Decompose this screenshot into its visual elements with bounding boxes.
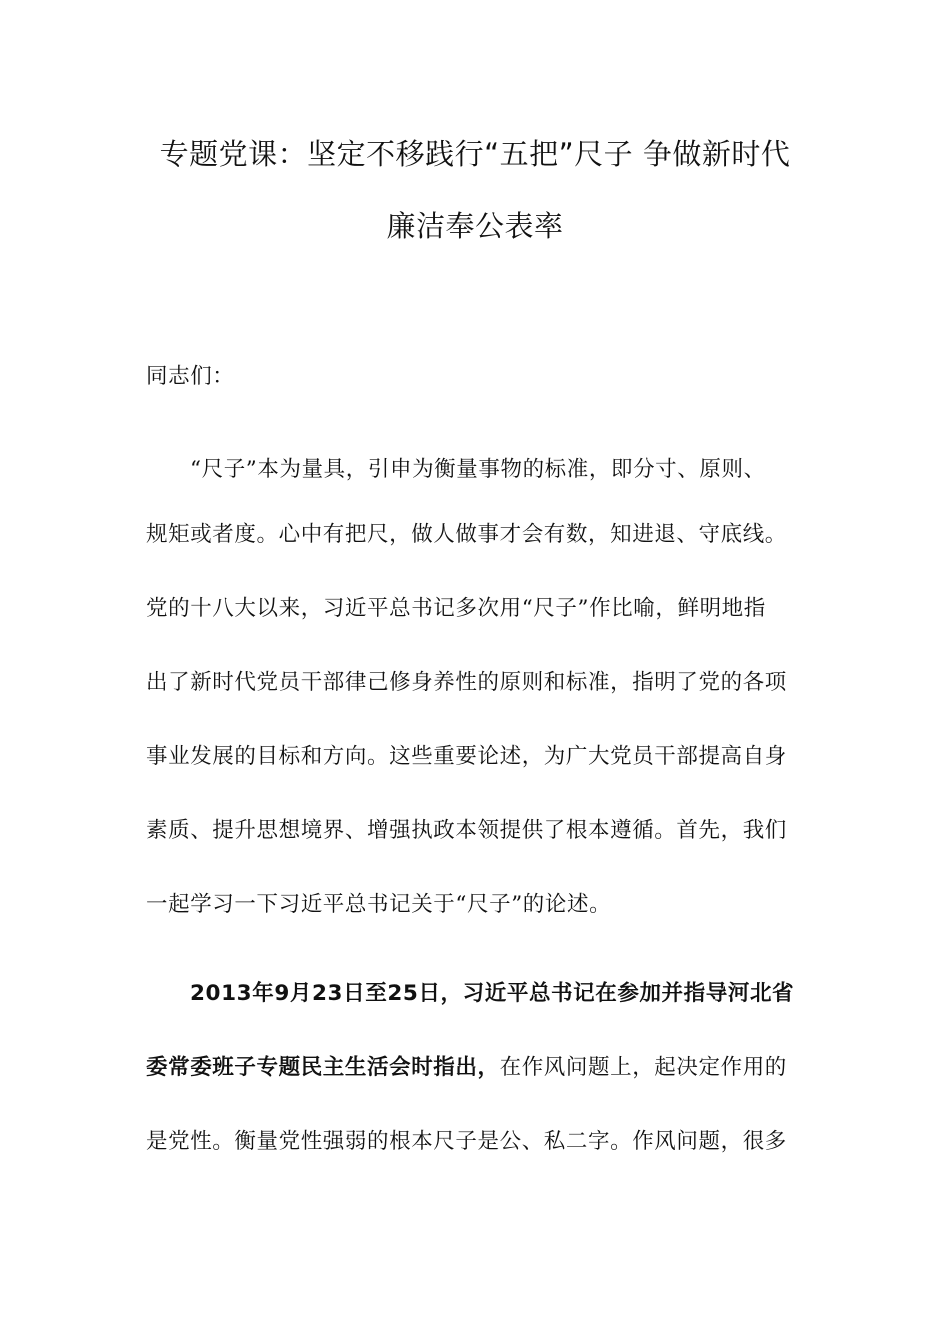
paragraph-line: 规矩或者度。心中有把尺，做人做事才会有数，知进退、守底线。 [146, 522, 787, 547]
paragraph-line: 素质、提升思想境界、增强执政本领提供了根本遵循。首先，我们 [146, 818, 787, 843]
document-title-line-1: 专题党课：坚定不移践行“五把”尺子 争做新时代 [159, 137, 791, 171]
regular-text: 在作风问题上，起决定作用的 [499, 1055, 787, 1080]
paragraph-line: 是党性。衡量党性强弱的根本尺子是公、私二字。作风问题，很多 [146, 1129, 787, 1154]
paragraph-line-mixed [146, 1053, 806, 1083]
paragraph-line: 事业发展的目标和方向。这些重要论述，为广大党员干部提高自身 [146, 744, 787, 769]
paragraph-line: 党的十八大以来，习近平总书记多次用“尺子”作比喻，鲜明地指 [146, 596, 766, 621]
paragraph-line-bold: 2013年9月23日至25日，习近平总书记在参加并指导河北省 [190, 981, 795, 1006]
bold-lead-text: 委常委班子专题民主生活会时指出， [146, 1055, 500, 1080]
salutation: 同志们： [146, 364, 235, 389]
paragraph-line: 出了新时代党员干部律己修身养性的原则和标准，指明了党的各项 [146, 670, 787, 695]
paragraph-line: “尺子”本为量具，引申为衡量事物的标准，即分寸、原则、 [190, 457, 766, 482]
document-title-line-2: 廉洁奉公表率 [386, 209, 564, 243]
paragraph-line: 一起学习一下习近平总书记关于“尺子”的论述。 [146, 892, 612, 917]
